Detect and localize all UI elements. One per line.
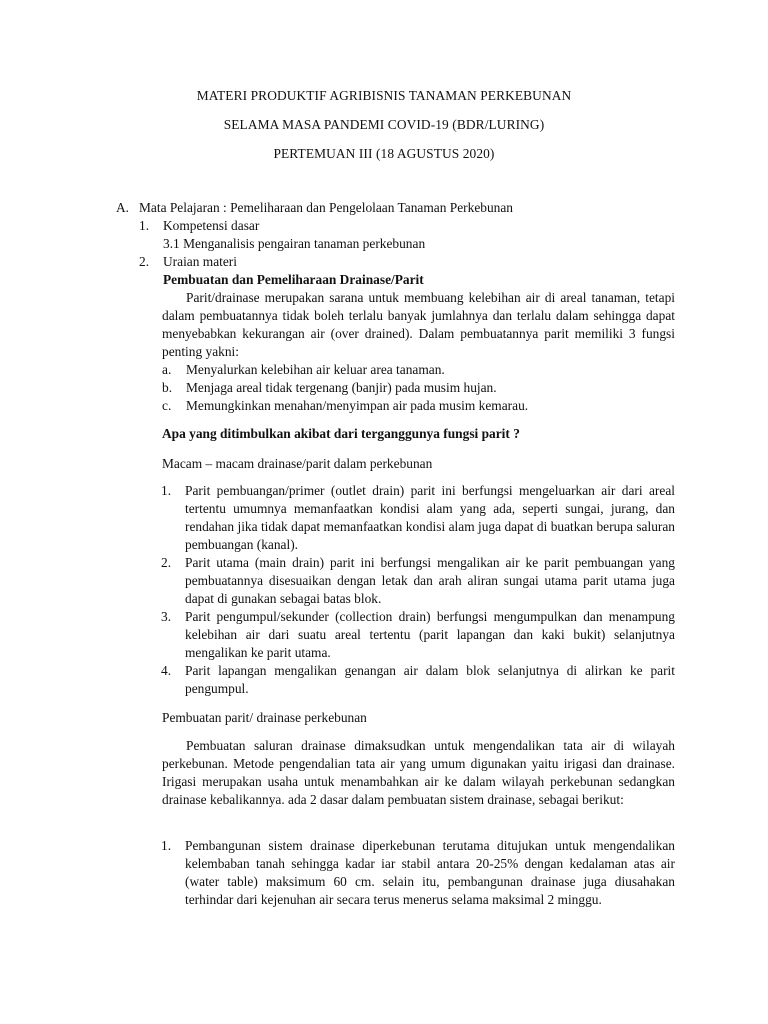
fungsi-a-text: Menyalurkan kelebihan air keluar area tanaman. xyxy=(186,362,445,377)
list-text: Parit pengumpul/sekunder (collection drain) berfungsi mengumpulkan dan menampung kelebihan air dari suatu areal tertentu (parit lapangan dan kaki bukit) selanjutnya mengalikan ke parit utama. xyxy=(185,609,675,660)
doc-title-line-2: SELAMA MASA PANDEMI COVID-19 (BDR/LURING) xyxy=(223,117,545,132)
list-marker: 3. xyxy=(161,609,172,624)
fungsi-b-text: Menjaga areal tidak tergenang (banjir) pada musim hujan. xyxy=(186,380,497,395)
section-a-text: Mata Pelajaran : Pemeliharaan dan Pengelolaan Tanaman Perkebunan xyxy=(139,200,513,215)
list-marker: 1. xyxy=(161,838,172,853)
fungsi-a-marker: a. xyxy=(162,362,172,377)
macam-item-1 xyxy=(161,482,675,554)
materi-intro-paragraph: Parit/drainase merupakan sarana untuk membuang kelebihan air di areal tanaman, tetapi dalam pembuatannya tidak boleh terlalu banyak jumlahnya dan terlalu dalam sehingga dapat menyebabkan kekurangan air (over drained). Dalam pembuatannya parit memiliki 3 fungsi penting yakni: xyxy=(162,290,675,359)
pembuatan-heading: Pembuatan parit/ drainase perkebunan xyxy=(162,710,367,725)
list-text: Parit pembuangan/primer (outlet drain) parit ini berfungsi mengeluarkan air dari areal tertentu umumnya memanfaatkan kondisi alam yang ada, seperti sungai, jurang, dan rendahan jika tidak dapat memanfaatkan kondisi alam juga dapat di buatkan berupa saluran pembuangan (kanal). xyxy=(185,483,675,552)
list-text: Parit lapangan mengalikan genangan air dalam blok selanjutnya di alirkan ke parit pengumpul. xyxy=(185,663,675,696)
list-text: Parit utama (main drain) parit ini berfungsi mengalikan air ke parit pembuangan yang pembuatannya disesuaikan dengan letak dan arah aliran sungai utama parit utama juga dapat di gunakan sebagai batas blok. xyxy=(185,555,675,606)
list-marker: 2. xyxy=(161,555,172,570)
macam-item-4 xyxy=(161,662,675,698)
pembuatan-paragraph: Pembuatan saluran drainase dimaksudkan untuk mengendalikan tata air di wilayah perkebunan. Metode pengendalian tata air yang umum digunakan yaitu irigasi dan drainase. Irigasi merupakan usaha untuk menambahkan air ke dalam wilayah perkebunan sedangkan drainase kebalikannya. ada 2 dasar dalam pembuatan sistem drainase, sebagai berikut: xyxy=(162,738,675,807)
item1-marker: 1. xyxy=(139,218,150,233)
doc-title-line-1: MATERI PRODUKTIF AGRIBISNIS TANAMAN PERKEBUNAN xyxy=(196,88,572,103)
question-heading: Apa yang ditimbulkan akibat dari terganggunya fungsi parit ? xyxy=(162,426,520,441)
macam-item-3 xyxy=(161,608,675,662)
macam-heading: Macam – macam drainase/parit dalam perkebunan xyxy=(162,456,433,471)
materi-heading: Pembuatan dan Pemeliharaan Drainase/Parit xyxy=(163,272,424,287)
list-marker: 4. xyxy=(161,663,172,678)
section-a-marker: A. xyxy=(116,200,130,215)
item2-marker: 2. xyxy=(139,254,150,269)
list-text: Pembangunan sistem drainase diperkebunan terutama ditujukan untuk mengendalikan kelembaban tanah sehingga kadar iar stabil antara 20-25% dengan kedalaman atas air (water table) maksimum 60 cm. selain itu, pembangunan drainase juga diusahakan terhindar dari kejenuhan air secara terus menerus selama maksimal 2 minggu. xyxy=(185,838,675,907)
macam-item-2 xyxy=(161,554,675,608)
item1-text: Kompetensi dasar xyxy=(163,218,260,233)
item2-text: Uraian materi xyxy=(163,254,237,269)
fungsi-c-marker: c. xyxy=(162,398,172,413)
fungsi-c-text: Memungkinkan menahan/menyimpan air pada musim kemarau. xyxy=(186,398,529,413)
list-marker: 1. xyxy=(161,483,172,498)
dasar-item-1 xyxy=(161,837,675,909)
item1-sub: 3.1 Menganalisis pengairan tanaman perkebunan xyxy=(163,236,426,251)
doc-title-line-3: PERTEMUAN III (18 AGUSTUS 2020) xyxy=(273,146,495,161)
fungsi-b-marker: b. xyxy=(162,380,173,395)
